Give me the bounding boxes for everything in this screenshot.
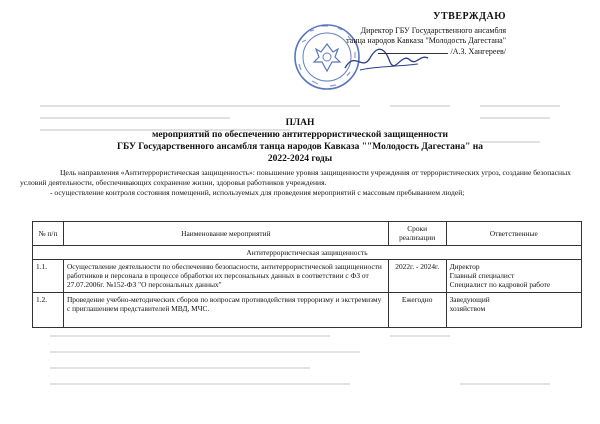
approval-heading: УТВЕРЖДАЮ [433, 11, 506, 22]
signature-line [378, 53, 448, 54]
responsible-item: Главный специалист [449, 271, 515, 280]
approval-block [276, 10, 506, 58]
row-responsible [446, 292, 581, 327]
responsible-item: Специалист по кадровой работе [449, 280, 551, 290]
responsible-item: хозяйством [449, 303, 486, 313]
title-line-1: ПЛАН [285, 118, 315, 128]
title-line-3: ГБУ Государственного ансамбля танца народов Кавказа ""Молодость Дагестана" на [116, 141, 484, 152]
show-through-lines-lower [30, 330, 570, 410]
approval-signatory-row [276, 47, 506, 58]
plan-table [32, 221, 582, 328]
header-name: Наименование мероприятий [63, 222, 388, 246]
row-dates: 2022г. - 2024г. [388, 259, 446, 292]
table-row [33, 292, 582, 327]
row-name: Осуществление деятельности по обеспечению безопасности, антитеррористической защищенности работников и персонала в процессе обработки их персональных данных в соответствии с ФЗ от 27.07.2006г. №152-ФЗ "О персональных данных" [63, 259, 388, 292]
approval-signatory: /А.З. Хангереев/ [450, 47, 506, 57]
show-through-text-lower [30, 330, 570, 412]
responsible-item: Заведующий [449, 294, 490, 304]
responsible-item: Директор [449, 261, 480, 271]
header-responsible: Ответственные [446, 222, 581, 246]
header-num: № п/п [33, 222, 64, 246]
approval-line-position: Директор ГБУ Государственного ансамбля [360, 25, 506, 35]
section-row [33, 245, 582, 259]
row-responsible [446, 259, 581, 292]
row-dates: Ежегодно [388, 292, 446, 327]
section-title: Антитеррористическая защищенность [33, 245, 582, 259]
row-num: 1.2. [33, 292, 64, 327]
title-line-4: 2022-2024 годы [267, 153, 333, 164]
row-name: Проведение учебно-методических сборов по вопросам противодействия терроризму и экстремизму с приглашением представителей МВД, МЧС. [63, 292, 388, 327]
approval-line-organization: танца народов Кавказа "Молодость Дагестана" [346, 36, 506, 46]
table-row [33, 259, 582, 292]
purpose-bullet: - осуществление контроля состояния помещений, используемых для проведения мероприятий с массовым пребыванием людей; [50, 187, 465, 197]
table-header-row [33, 222, 582, 246]
title-line-2: мероприятий по обеспечению антитеррористической защищенности [151, 129, 449, 140]
purpose-paragraph: Цель направления «Антитеррористическая защищенность»: повышение уровня защищенности учреждения от террористических угроз, создание безопасных условий деятельности, обеспечивающих сохранение жизни, здоровья работников учреждения. [20, 168, 571, 187]
purpose-section [20, 168, 580, 198]
header-dates: Сроки реализации [388, 222, 446, 246]
row-num: 1.1. [33, 259, 64, 292]
document-title [0, 118, 600, 166]
